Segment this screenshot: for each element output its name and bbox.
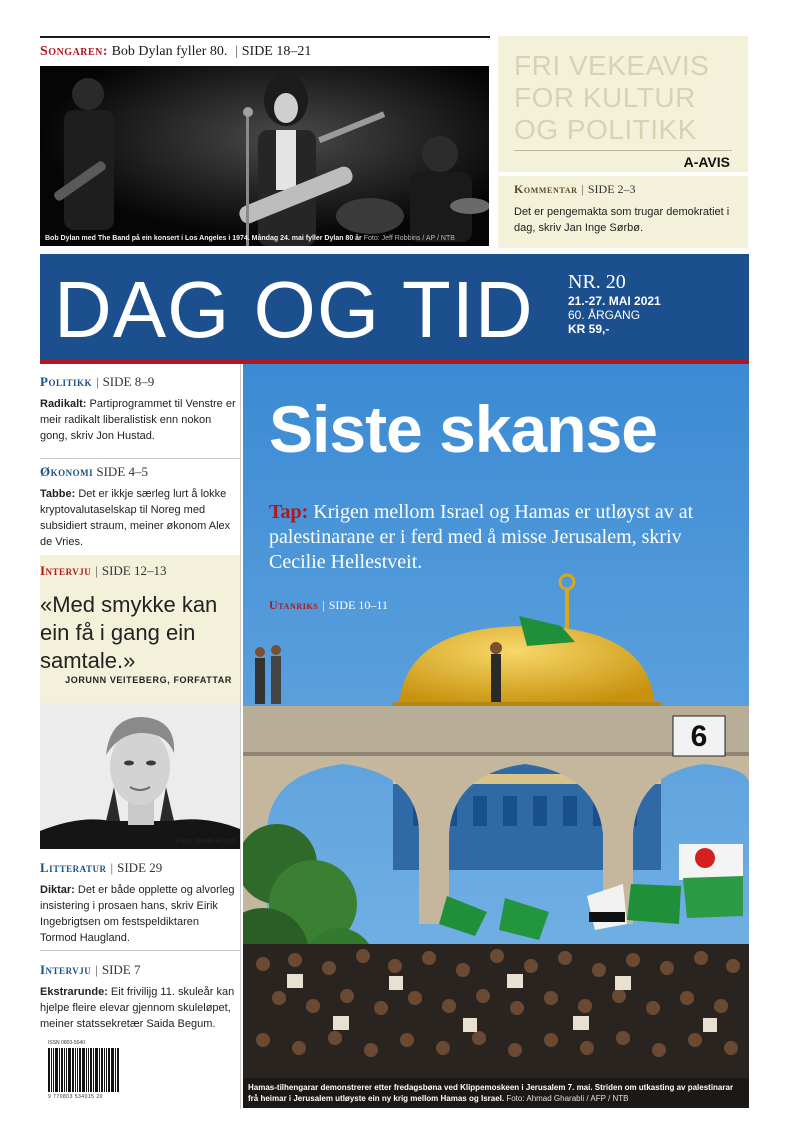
issue-number: NR. 20 bbox=[568, 271, 626, 293]
teaser-intervju[interactable] bbox=[40, 962, 236, 1032]
politikk-text bbox=[40, 396, 236, 444]
main-page-ref: SIDE 10–11 bbox=[328, 598, 388, 612]
barcode-addon: 20 bbox=[96, 1094, 103, 1100]
box-divider bbox=[498, 172, 748, 176]
okonomi-page-ref: SIDE 4–5 bbox=[96, 464, 149, 479]
main-headline: Siste skanse bbox=[269, 392, 657, 466]
separator: | bbox=[110, 860, 114, 875]
portrait-credit: Foto: Dorte Krogh bbox=[175, 838, 236, 845]
okonomi-text bbox=[40, 486, 236, 550]
issue-info bbox=[568, 272, 661, 336]
litteratur-body: Det er både opplette og alvorleg insistering i prosaen hans, skriv Eirik Ingebrigtsen om festspeldiktaren Tormod Haugland. bbox=[40, 884, 235, 944]
separator: | bbox=[95, 374, 99, 389]
main-section-ref bbox=[269, 598, 388, 613]
top-rule bbox=[40, 36, 490, 38]
politikk-body: Partiprogrammet til Venstre er meir radikalt liberalistisk enn nokon gong, skriv Jon Hustad. bbox=[40, 398, 236, 442]
left-divider bbox=[40, 458, 240, 459]
quote-page-ref: SIDE 12–13 bbox=[101, 563, 167, 578]
intervju-lead: Ekstrarunde: bbox=[40, 986, 108, 998]
intervju-body: Eit frivilijg 11. skuleår kan hjelpe fleire elevar gjennom skuleløpet, meiner statssekretær Saida Begum. bbox=[40, 986, 235, 1030]
issue-volume: 60. ÅRGANG bbox=[568, 308, 641, 322]
slogan-box bbox=[498, 36, 748, 248]
main-section-kicker: Utanriks bbox=[269, 598, 319, 612]
separator: | bbox=[95, 563, 98, 578]
slogan-line: FRI VEKEAVIS bbox=[514, 50, 710, 81]
intervju-kicker-line bbox=[40, 962, 236, 978]
portrait-photo bbox=[40, 703, 240, 849]
teaser-kicker: Songaren: bbox=[40, 44, 109, 59]
main-caption-text: Hamas-tilhengarar demonstrerer etter fredagsbøna ved Klippemoskeen i Jerusalem 7. mai. Striden om utkasting av palestinarar frå heimar i Jerusalem utløyste ein ny krig mellom Hamas og Israel. bbox=[248, 1083, 734, 1103]
main-story[interactable] bbox=[243, 364, 749, 1108]
column-divider bbox=[240, 364, 241, 1109]
okonomi-kicker: Økonomi bbox=[40, 464, 94, 479]
intervju-text bbox=[40, 984, 236, 1032]
intervju-page-ref: SIDE 7 bbox=[101, 962, 141, 977]
litteratur-text bbox=[40, 882, 236, 946]
main-photo-credit: Foto: Ahmad Gharabli / AFP / NTB bbox=[506, 1094, 629, 1103]
politikk-kicker: Politikk bbox=[40, 374, 92, 389]
litteratur-lead: Diktar: bbox=[40, 884, 75, 896]
left-divider bbox=[40, 950, 240, 951]
quote-kicker: Intervju bbox=[40, 563, 92, 578]
caption-text: Bob Dylan med The Band på ein konsert i Los Angeles i 1974. Måndag 24. mai fyller Dylan 80 år bbox=[45, 235, 362, 242]
banner-number: 6 bbox=[690, 720, 708, 753]
masthead bbox=[40, 254, 749, 360]
slogan-rule bbox=[514, 150, 732, 151]
main-lead-kicker: Tap: bbox=[269, 501, 309, 523]
quote-kicker-line bbox=[40, 563, 167, 579]
issue-price: KR 59,- bbox=[568, 322, 610, 336]
litteratur-kicker-line bbox=[40, 860, 236, 876]
slogan bbox=[514, 50, 709, 146]
kommentar-kicker: Kommentar bbox=[514, 182, 578, 196]
dylan-concert-image bbox=[40, 66, 489, 246]
kommentar-text: Det er pengemakta som trugar demokratiet i dag, skriv Jan Inge Sørbø. bbox=[514, 206, 730, 234]
teaser-page-ref: SIDE 18–21 bbox=[241, 44, 312, 59]
quote-attribution: JORUNN VEITEBERG, FORFATTAR bbox=[65, 675, 232, 685]
separator: | bbox=[95, 962, 98, 977]
politikk-page-ref: SIDE 8–9 bbox=[102, 374, 155, 389]
separator: | bbox=[234, 44, 238, 59]
slogan-line: OG POLITIKK bbox=[514, 114, 697, 145]
edition-label: A-AVIS bbox=[683, 154, 730, 170]
politikk-lead: Radikalt: bbox=[40, 398, 87, 410]
teaser-litteratur[interactable] bbox=[40, 860, 236, 946]
dylan-photo-caption bbox=[45, 235, 455, 242]
dome-of-the-rock-photo bbox=[243, 364, 749, 1108]
litteratur-kicker: Litteratur bbox=[40, 860, 107, 875]
interview-quote-box[interactable] bbox=[40, 555, 240, 703]
intervju-kicker: Intervju bbox=[40, 962, 92, 977]
separator: | bbox=[322, 598, 325, 612]
okonomi-body: Det er ikkje særleg lurt å lokke kryptovalutaselskap til Noreg med subsidiert straum, meiner økonom Alex de Vries. bbox=[40, 488, 231, 548]
litteratur-page-ref: SIDE 29 bbox=[117, 860, 163, 875]
politikk-kicker-line bbox=[40, 374, 236, 390]
quote-text: «Med smykke kan ein få i gang ein samtale.» bbox=[40, 592, 218, 673]
teaser-politikk[interactable] bbox=[40, 374, 236, 444]
issue-date: 21.-27. MAI 2021 bbox=[568, 294, 661, 308]
kommentar-page-ref: SIDE 2–3 bbox=[587, 182, 636, 196]
teaser-okonomi[interactable] bbox=[40, 464, 236, 550]
issn: ISSN 0803-5040 bbox=[48, 1040, 85, 1046]
barcode-bars bbox=[48, 1048, 124, 1092]
portrait-image bbox=[40, 703, 240, 849]
barcode-number-line bbox=[48, 1094, 124, 1100]
barcode-number: 9 770803 534015 bbox=[48, 1094, 95, 1100]
photo-credit: Foto: Jeff Robbins / AP / NTB bbox=[363, 235, 455, 242]
okonomi-lead: Tabbe: bbox=[40, 488, 76, 500]
newspaper-logo: DAG OG TID bbox=[54, 265, 534, 354]
barcode bbox=[48, 1040, 124, 1104]
main-photo-caption bbox=[248, 1082, 744, 1104]
teaser-text: Bob Dylan fyller 80. bbox=[111, 44, 228, 59]
separator: | bbox=[581, 182, 584, 196]
top-teaser[interactable] bbox=[40, 44, 490, 60]
okonomi-kicker-line bbox=[40, 464, 236, 480]
slogan-line: FOR KULTUR bbox=[514, 82, 696, 113]
dylan-concert-photo bbox=[40, 66, 489, 246]
main-lead bbox=[269, 500, 729, 575]
kommentar-teaser[interactable] bbox=[514, 182, 636, 197]
main-lead-text: Krigen mellom Israel og Hamas er utløyst av at palestinarane er i ferd med å misse Jerusalem, skriv Cecilie Hellestveit. bbox=[269, 501, 694, 573]
